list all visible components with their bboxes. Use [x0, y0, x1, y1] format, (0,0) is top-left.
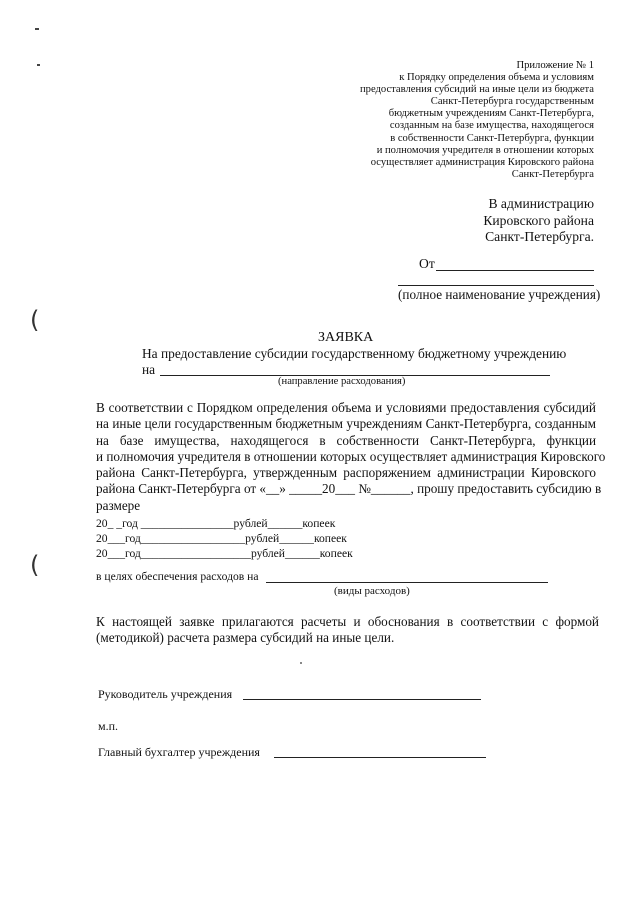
scan-dot-middle [300, 662, 302, 664]
document-title: ЗАЯВКА [318, 330, 374, 345]
purpose-label: в целях обеспечения расходов на [96, 570, 259, 583]
year-row-1[interactable]: 20_ _год ________________рублей______копеек [96, 517, 336, 530]
paragraph-line: района Санкт-Петербурга, утвержденным распоряжением администрации Кировского [96, 465, 596, 481]
from-field[interactable] [436, 270, 594, 271]
from-field-second-line[interactable] [398, 285, 594, 286]
addressee-block [483, 196, 594, 246]
closing-paragraph [96, 614, 599, 647]
appendix-line: Санкт-Петербурга [511, 168, 594, 180]
year-row-3[interactable]: 20___год___________________рублей______копеек [96, 547, 353, 560]
accountant-signature-field[interactable] [274, 757, 486, 758]
appendix-line: бюджетным учреждениям Санкт-Петербурга, [388, 108, 594, 120]
punch-hole-mark-top: ( [30, 306, 40, 334]
appendix-line: к Порядку определения объема и условиям [399, 72, 594, 84]
year-row-2[interactable]: 20___год__________________рублей______копеек [96, 532, 347, 545]
purpose-field[interactable] [266, 582, 548, 583]
direction-label: на [142, 362, 156, 377]
paragraph-line: размере [96, 497, 141, 513]
paragraph-line: на базе имущества, находящегося в собственности Санкт-Петербурга, функции [96, 432, 596, 448]
addressee-line: В администрацию [488, 196, 594, 211]
appendix-line: осуществляет администрация Кировского района [370, 156, 594, 168]
from-label: От [419, 256, 435, 271]
purpose-caption: (виды расходов) [334, 585, 410, 597]
head-signature-label: Руководитель учреждения [98, 687, 233, 701]
closing-line: К настоящей заявке прилагаются расчеты и обоснования в соответствии с формой [96, 614, 599, 629]
appendix-line: Санкт-Петербурга государственным [430, 96, 594, 108]
appendix-line: созданным на базе имущества, находящегося [389, 120, 594, 132]
accountant-signature-label: Главный бухгалтер учреждения [98, 745, 260, 759]
paragraph-line: и полномочия учредителя в отношении которых осуществляет администрация Кировского [96, 448, 606, 464]
appendix-block [360, 60, 594, 181]
addressee-line: Кировского района [483, 212, 594, 228]
appendix-line: Приложение № 1 [516, 60, 594, 71]
document-subtitle: На предоставление субсидии государственному бюджетному учреждению [142, 346, 567, 361]
appendix-line: предоставления субсидий на иные цели из бюджета [359, 84, 594, 96]
request-paragraph [96, 400, 606, 514]
head-signature-field[interactable] [243, 699, 481, 700]
closing-line: (методикой) расчета размера субсидий на иные цели. [96, 630, 395, 646]
appendix-line: в собственности Санкт-Петербурга, функции [390, 132, 594, 144]
from-caption: (полное наименование учреждения) [398, 287, 601, 302]
paragraph-line: на иные цели государственным бюджетным учреждениям Санкт-Петербурга, созданным [96, 416, 596, 432]
paragraph-line: В соответствии с Порядком определения объема и условиями предоставления субсидий [96, 400, 596, 415]
direction-caption: (направление расходования) [278, 376, 406, 387]
appendix-line: и полномочия учредителя в отношении которых [376, 144, 594, 156]
scan-dot-top [35, 28, 39, 30]
addressee-line: Санкт-Петербурга. [485, 229, 594, 244]
punch-hole-mark-bottom: ( [30, 551, 40, 579]
stamp-label: м.п. [98, 719, 119, 733]
scan-dot-second [37, 64, 40, 66]
paragraph-line: района Санкт-Петербурга от «__» _____20___ №______, прошу предоставить субсидию в [96, 481, 602, 497]
